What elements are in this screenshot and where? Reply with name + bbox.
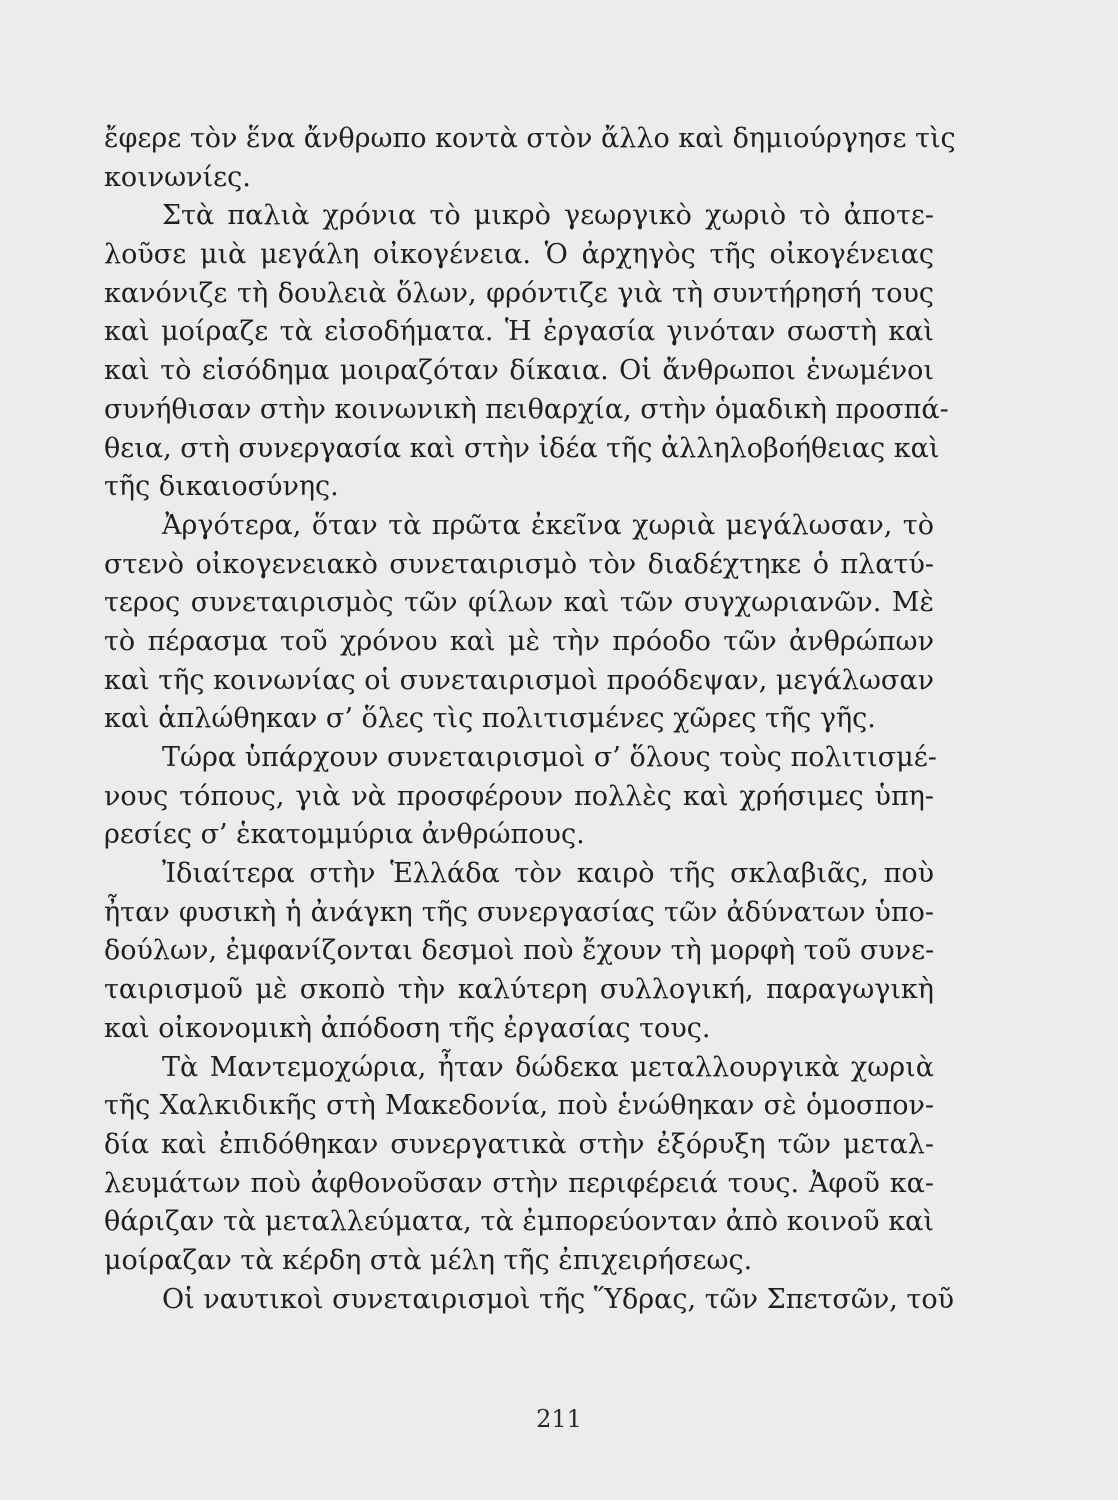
- text-line: συνήθισαν στὴν κοινωνικὴ πειθαρχία, στὴν ὁμαδικὴ προσπά-: [104, 393, 949, 425]
- text-line: καὶ μοίραζε τὰ εἰσοδήματα. Ἡ ἐργασία γινόταν σωστὴ καὶ: [104, 316, 934, 348]
- text-line: δούλων, ἐμφανίζονται δεσμοὶ ποὺ ἔχουν τὴ μορφὴ τοῦ συνε-: [104, 935, 935, 967]
- text-line: λευμάτων ποὺ ἀφθονοῦσαν στὴν περιφέρειά τους. Ἀφοῦ κα-: [104, 1167, 934, 1199]
- text-line: καὶ ἁπλώθηκαν σ’ ὅλες τὶς πολιτισμένες χῶρες τῆς γῆς.: [104, 703, 876, 735]
- paragraph-start-line: Ἰδιαίτερα στὴν Ἑλλάδα τὸν καιρὸ τῆς σκλαβιᾶς, ποὺ: [162, 858, 934, 890]
- text-line: στενὸ οἰκογενειακὸ συνεταιρισμὸ τὸν διαδέχτηκε ὁ πλατύ-: [104, 548, 934, 580]
- text-line: λοῦσε μιὰ μεγάλη οἰκογένεια. Ὁ ἀρχηγὸς τῆς οἰκογένειας: [104, 239, 934, 271]
- text-line: κανόνιζε τὴ δουλειὰ ὅλων, φρόντιζε γιὰ τὴ συντήρησή τους: [104, 277, 934, 309]
- text-line: τὸ πέρασμα τοῦ χρόνου καὶ μὲ τὴν πρόοδο τῶν ἀνθρώπων: [104, 625, 934, 657]
- text-line: δία καὶ ἐπιδόθηκαν συνεργατικὰ στὴν ἐξόρυξη τῶν μεταλ-: [104, 1128, 934, 1160]
- text-line: τῆς Χαλκιδικῆς στὴ Μακεδονία, ποὺ ἑνώθηκαν σὲ ὁμοσπον-: [104, 1090, 934, 1122]
- text-line: καὶ τὸ εἰσόδημα μοιραζόταν δίκαια. Οἱ ἄνθρωποι ἑνωμένοι: [104, 355, 934, 387]
- paragraph-start-line: Ἀργότερα, ὅταν τὰ πρῶτα ἐκεῖνα χωριὰ μεγάλωσαν, τὸ: [162, 509, 934, 541]
- text-line: ἦταν φυσικὴ ἡ ἀνάγκη τῆς συνεργασίας τῶν ἀδύνατων ὑπο-: [104, 896, 934, 928]
- text-line: τῆς δικαιοσύνης.: [104, 471, 339, 503]
- text-line: ἔφερε τὸν ἕνα ἄνθρωπο κοντὰ στὸν ἄλλο καὶ δημιούργησε τὶς: [104, 123, 956, 154]
- text-line: τερος συνεταιρισμὸς τῶν φίλων καὶ τῶν συγχωριανῶν. Μὲ: [104, 587, 934, 619]
- text-line: ταιρισμοῦ μὲ σκοπὸ τὴν καλύτερη συλλογική, παραγωγικὴ: [104, 974, 934, 1006]
- text-line: νους τόπους, γιὰ νὰ προσφέρουν πολλὲς καὶ χρήσιμες ὑπη-: [104, 780, 934, 812]
- paragraph-start-line: Τὰ Μαντεμοχώρια, ἦταν δώδεκα μεταλλουργικὰ χωριὰ: [162, 1051, 934, 1083]
- paragraph-start-line: Οἱ ναυτικοὶ συνεταιρισμοὶ τῆς Ὕδρας, τῶν Σπετσῶν, τοῦ: [162, 1283, 955, 1315]
- page-number: 211: [536, 1405, 582, 1433]
- text-line: μοίραζαν τὰ κέρδη στὰ μέλη τῆς ἐπιχειρήσεως.: [104, 1244, 753, 1276]
- paragraph-start-line: Τώρα ὑπάρχουν συνεταιρισμοὶ σ’ ὅλους τοὺς πολιτισμέ-: [162, 742, 937, 773]
- body-text: [104, 120, 956, 1319]
- text-line: θεια, στὴ συνεργασία καὶ στὴν ἰδέα τῆς ἀλληλοβοήθειας καὶ: [104, 432, 940, 464]
- text-line: ρεσίες σ’ ἑκατομμύρια ἀνθρώπους.: [104, 819, 585, 851]
- text-line: κοινωνίες.: [104, 161, 251, 193]
- text-line: καὶ οἰκονομικὴ ἀπόδοση τῆς ἐργασίας τους.: [104, 1012, 711, 1044]
- paragraph-start-line: Στὰ παλιὰ χρόνια τὸ μικρὸ γεωργικὸ χωριὸ τὸ ἀποτε-: [162, 200, 934, 232]
- text-line: θάριζαν τὰ μεταλλεύματα, τὰ ἐμπορεύονταν ἀπὸ κοινοῦ καὶ: [104, 1206, 934, 1238]
- text-line: καὶ τῆς κοινωνίας οἱ συνεταιρισμοὶ προόδεψαν, μεγάλωσαν: [104, 664, 934, 696]
